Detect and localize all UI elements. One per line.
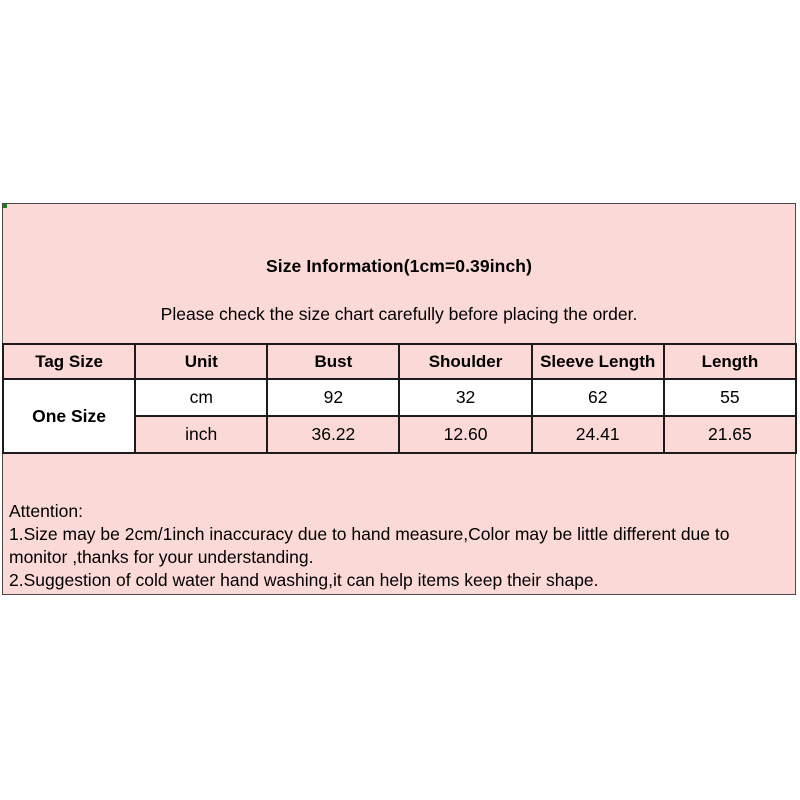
attention-line-3: 2.Suggestion of cold water hand washing,it can help items keep their shape.: [9, 570, 599, 590]
cell-unit-cm: cm: [135, 379, 267, 416]
cell-tag-size: One Size: [3, 379, 135, 453]
cell-sleeve-length-inch: 24.41: [532, 416, 664, 453]
col-header-sleeve-length: Sleeve Length: [532, 344, 664, 379]
size-table: [2, 343, 797, 454]
corner-artifact: [3, 204, 7, 208]
col-header-shoulder: Shoulder: [399, 344, 531, 379]
attention-panel: [2, 454, 796, 595]
cell-shoulder-inch: 12.60: [399, 416, 531, 453]
attention-line-1: 1.Size may be 2cm/1inch inaccuracy due to hand measure,Color may be little different due to: [9, 524, 730, 544]
title-panel: [2, 203, 796, 345]
cell-sleeve-length-cm: 62: [532, 379, 664, 416]
size-info-title: Size Information(1cm=0.39inch): [265, 256, 533, 276]
size-row-cm: [3, 379, 796, 416]
col-header-bust: Bust: [267, 344, 399, 379]
cell-bust-inch: 36.22: [267, 416, 399, 453]
col-header-tag-size: Tag Size: [3, 344, 135, 379]
cell-length-inch: 21.65: [664, 416, 796, 453]
cell-bust-cm: 92: [267, 379, 399, 416]
attention-line-2: monitor ,thanks for your understanding.: [9, 547, 314, 567]
cell-length-cm: 55: [664, 379, 796, 416]
cell-shoulder-cm: 32: [399, 379, 531, 416]
size-table-header-row: [3, 344, 796, 379]
col-header-unit: Unit: [135, 344, 267, 379]
col-header-length: Length: [664, 344, 796, 379]
cell-unit-inch: inch: [135, 416, 267, 453]
size-info-subtitle: Please check the size chart carefully before placing the order.: [160, 304, 638, 324]
attention-heading: Attention:: [9, 501, 83, 521]
